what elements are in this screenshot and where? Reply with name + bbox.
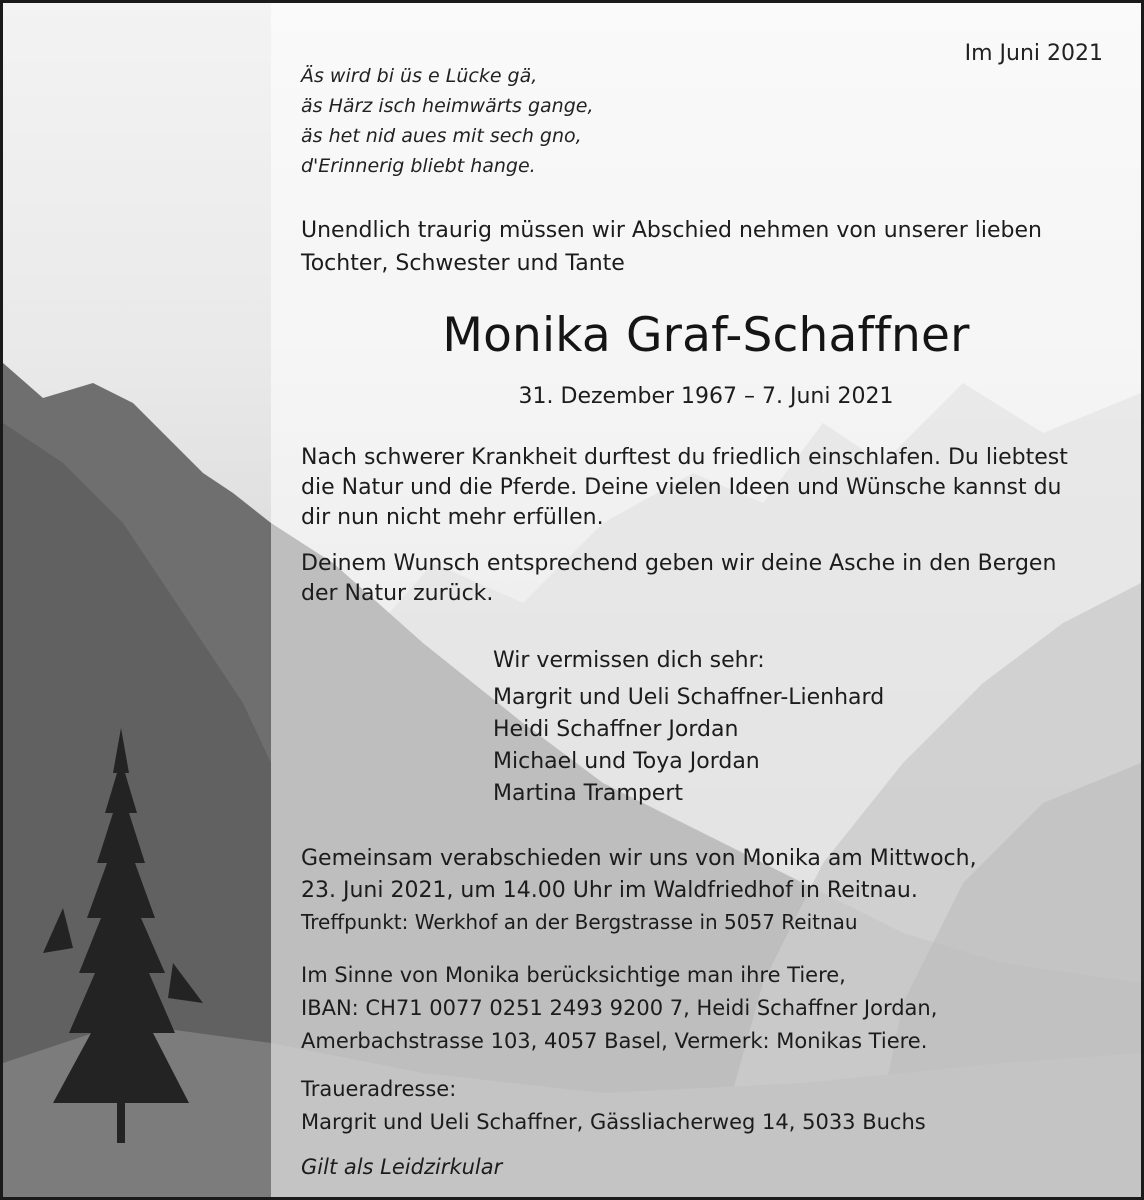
mourners-heading: Wir vermissen dich sehr: [493, 648, 765, 673]
circular-note: Gilt als Leidzirkular [301, 1155, 503, 1179]
mourner-name: Michael und Toya Jordan [493, 749, 760, 774]
intro-line: Unendlich traurig müssen wir Abschied nehmen von unserer lieben [301, 218, 1042, 243]
donation-info [301, 959, 937, 1058]
poem-line: äs het nid aues mit sech gno, [301, 125, 582, 147]
poem-line: Äs wird bi üs e Lücke gä, [301, 65, 538, 87]
farewell-paragraph [301, 443, 1068, 533]
ceremony-info [301, 843, 977, 907]
wish-paragraph [301, 549, 1056, 609]
poem-line: d'Erinnerig bliebt hange. [301, 155, 536, 177]
paragraph-line: Deinem Wunsch entsprechend geben wir deine Asche in den Bergen [301, 551, 1057, 576]
poem-line: äs Härz isch heimwärts gange, [301, 95, 594, 117]
mourner-name: Martina Trampert [493, 781, 683, 806]
life-dates: 31. Dezember 1967 – 7. Juni 2021 [518, 384, 894, 409]
deceased-name: Monika Graf-Schaffner [442, 308, 970, 363]
paragraph-line: der Natur zurück. [301, 581, 494, 606]
meeting-point: Treffpunkt: Werkhof an der Bergstrasse in 5057 Reitnau [301, 910, 858, 934]
mourner-name: Margrit und Ueli Schaffner-Lienhard [493, 685, 885, 710]
donation-line: Im Sinne von Monika berücksichtige man ihre Tiere, [301, 963, 846, 987]
paragraph-line: die Natur und die Pferde. Deine vielen Ideen und Wünsche kannst du [301, 475, 1062, 500]
ceremony-line: Gemeinsam verabschieden wir uns von Monika am Mittwoch, [301, 846, 977, 871]
intro-line: Tochter, Schwester und Tante [301, 251, 625, 276]
mourners-list [493, 682, 884, 810]
donation-line: IBAN: CH71 0077 0251 2493 9200 7, Heidi Schaffner Jordan, [301, 996, 938, 1020]
donation-line: Amerbachstrasse 103, 4057 Basel, Vermerk: Monikas Tiere. [301, 1029, 928, 1053]
mourner-name: Heidi Schaffner Jordan [493, 717, 739, 742]
publication-date: Im Juni 2021 [964, 41, 1103, 66]
ceremony-line: 23. Juni 2021, um 14.00 Uhr im Waldfriedhof in Reitnau. [301, 878, 918, 903]
intro-text [301, 214, 1042, 280]
mourning-address-label: Traueradresse: [301, 1077, 457, 1101]
paragraph-line: dir nun nicht mehr erfüllen. [301, 505, 604, 530]
paragraph-line: Nach schwerer Krankheit durftest du friedlich einschlafen. Du liebtest [301, 445, 1068, 470]
poem [301, 61, 593, 181]
mourning-address: Margrit und Ueli Schaffner, Gässliacherweg 14, 5033 Buchs [301, 1110, 926, 1134]
